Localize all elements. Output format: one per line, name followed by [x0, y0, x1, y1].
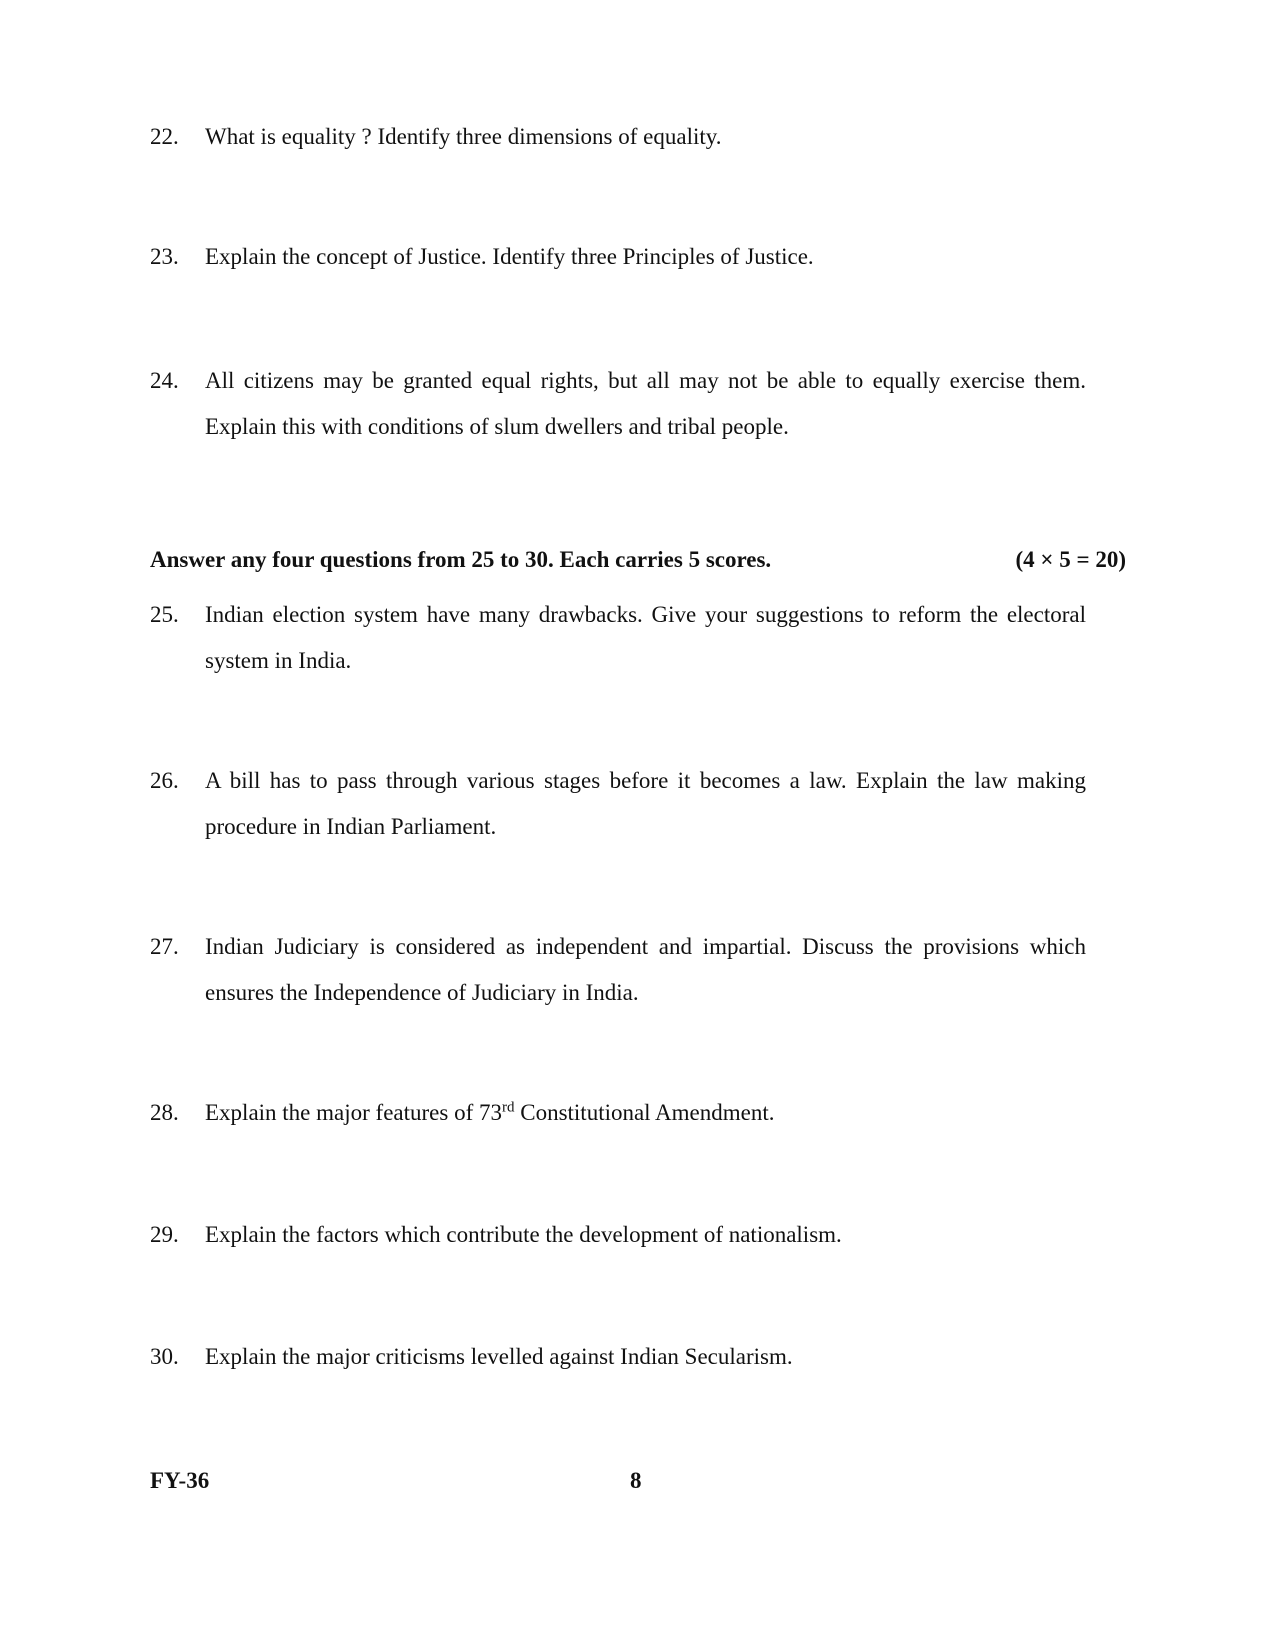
- question-text: Explain the concept of Justice. Identify three Principles of Justice.: [205, 244, 814, 269]
- paper-code: FY-36: [150, 1468, 210, 1493]
- question-text: All citizens may be granted equal rights, but all may not be able to equally exercise them. Explain this with conditions of slum dwellers and tribal people.: [205, 368, 1086, 439]
- question-text: Explain the major criticisms levelled against Indian Secularism.: [205, 1344, 793, 1369]
- question-number: 24.: [150, 368, 179, 393]
- question-number: 26.: [150, 768, 179, 793]
- question-23: [150, 234, 1086, 280]
- question-text: What is equality ? Identify three dimensions of equality.: [205, 124, 722, 149]
- question-text: A bill has to pass through various stages before it becomes a law. Explain the law making procedure in Indian Parliament.: [205, 768, 1086, 839]
- section-marks: (4 × 5 = 20): [1015, 547, 1126, 572]
- question-number: 30.: [150, 1344, 179, 1369]
- question-number: 22.: [150, 124, 179, 149]
- ordinal-suffix: rd: [501, 1099, 515, 1116]
- question-text-main: Explain the major features of 73: [205, 1100, 502, 1125]
- page-number: 8: [630, 1468, 642, 1493]
- question-29: [150, 1212, 1086, 1258]
- question-26: [150, 758, 1086, 850]
- instruction-text: Answer any four questions from 25 to 30. Each carries 5 scores.: [150, 547, 772, 572]
- question-number: 25.: [150, 602, 179, 627]
- question-22: [150, 114, 1086, 160]
- question-text: Indian election system have many drawbacks. Give your suggestions to reform the electoral system in India.: [205, 602, 1086, 673]
- question-text: Indian Judiciary is considered as independent and impartial. Discuss the provisions which ensures the Independence of Judiciary in India.: [205, 934, 1086, 1005]
- question-25: [150, 592, 1086, 684]
- question-30: [150, 1334, 1086, 1380]
- question-number: 29.: [150, 1222, 179, 1247]
- question-28: [150, 1090, 1086, 1136]
- section-instruction: [150, 540, 1126, 580]
- question-text: [205, 1090, 1086, 1136]
- question-number: 23.: [150, 244, 179, 269]
- question-number: 28.: [150, 1100, 179, 1125]
- question-number: 27.: [150, 934, 179, 959]
- question-text-rest: Constitutional Amendment.: [514, 1100, 775, 1125]
- question-27: [150, 924, 1086, 1016]
- question-24: [150, 358, 1086, 450]
- question-text: Explain the factors which contribute the development of nationalism.: [205, 1222, 842, 1247]
